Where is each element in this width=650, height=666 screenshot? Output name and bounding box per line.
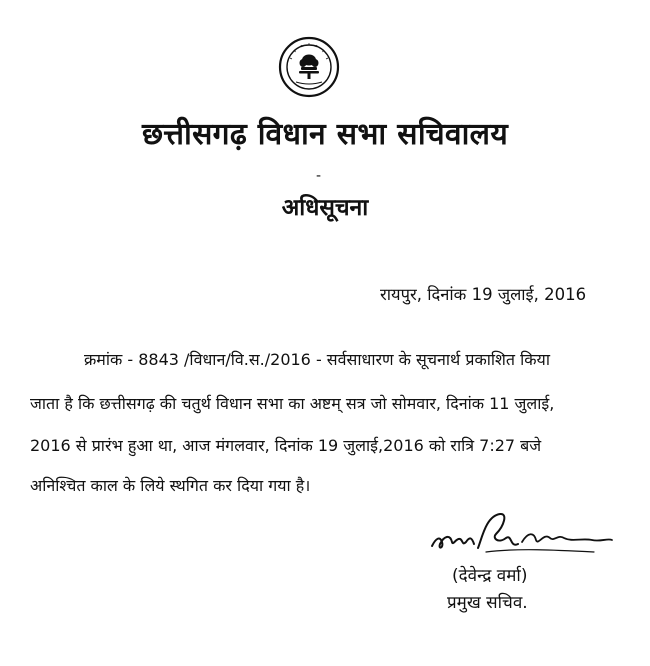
notice-line-1: क्रमांक - 8843 /विधान/वि.स./2016 - सर्वसाधारण के सूचनार्थ प्रकाशित किया <box>84 350 550 369</box>
signer-name: (देवेन्द्र वर्मा) <box>452 566 528 586</box>
divider-dash: - <box>316 168 322 184</box>
page-title: छत्तीसगढ़ विधान सभा सचिवालय <box>141 117 509 152</box>
notice-line-2: जाता है कि छत्तीसगढ़ की चतुर्थ विधान सभा का अष्टम् सत्र जो सोमवार, दिनांक 11 जुलाई, <box>30 394 555 413</box>
seal-icon <box>278 36 340 98</box>
signer-designation: प्रमुख सचिव. <box>447 593 528 613</box>
notice-line-4: अनिश्चित काल के लिये स्थगित कर दिया गया है। <box>30 476 311 495</box>
notice-line-3: 2016 से प्रारंभ हुआ था, आज मंगलवार, दिनांक 19 जुलाई,2016 को रात्रि 7:27 बजे <box>30 436 542 455</box>
document-type-heading: अधिसूचना <box>281 195 369 221</box>
signature-icon <box>426 508 616 562</box>
place-date: रायपुर, दिनांक 19 जुलाई, 2016 <box>380 285 587 304</box>
